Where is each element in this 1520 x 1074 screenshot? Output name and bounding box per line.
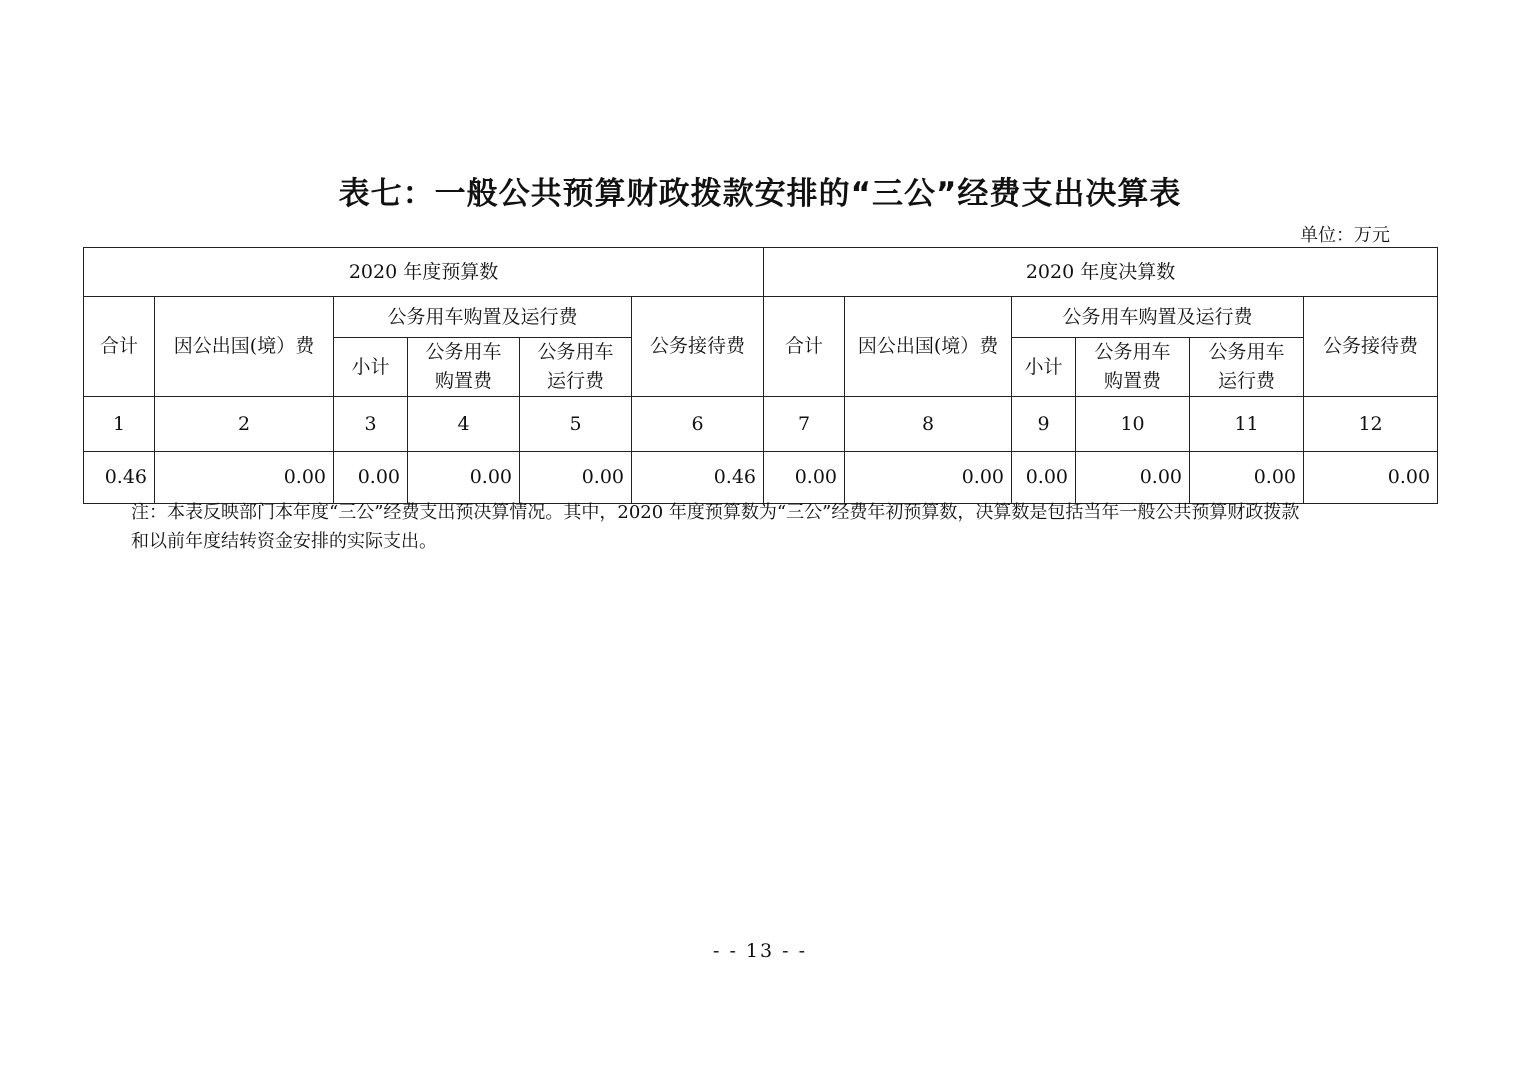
budget-subtotal-header: 小计 [334, 338, 408, 397]
budget-vehicle-header: 公务用车购置及运行费 [334, 297, 632, 338]
value-cell: 0.00 [764, 452, 845, 504]
value-cell: 0.00 [520, 452, 632, 504]
index-cell: 1 [84, 397, 155, 452]
budget-reception-header: 公务接待费 [632, 297, 764, 397]
budget-vehicle-purchase-header: 公务用车 购置费 [408, 338, 520, 397]
index-cell: 8 [845, 397, 1012, 452]
budget-abroad-header: 因公出国(境）费 [155, 297, 334, 397]
index-cell: 7 [764, 397, 845, 452]
index-cell: 9 [1012, 397, 1076, 452]
final-abroad-header: 因公出国(境）费 [845, 297, 1012, 397]
value-cell: 0.00 [408, 452, 520, 504]
note-line-2: 和以前年度结转资金安排的实际支出。 [131, 531, 437, 552]
index-cell: 3 [334, 397, 408, 452]
value-cell: 0.00 [1076, 452, 1190, 504]
page-number: - - 13 - - [712, 940, 807, 962]
column-header-row [84, 297, 1438, 338]
index-cell: 6 [632, 397, 764, 452]
budget-vehicle-running-header: 公务用车 运行费 [520, 338, 632, 397]
value-cell: 0.00 [845, 452, 1012, 504]
value-cell: 0.00 [155, 452, 334, 504]
final-vehicle-purchase-header: 公务用车 购置费 [1076, 338, 1190, 397]
index-cell: 11 [1190, 397, 1304, 452]
value-cell: 0.00 [1190, 452, 1304, 504]
index-cell: 4 [408, 397, 520, 452]
final-reception-header: 公务接待费 [1304, 297, 1438, 397]
note-line-1: 注：本表反映部门本年度“三公”经费支出预决算情况。其中，2020 年度预算数为“三公”经费年初预算数，决算数是包括当年一般公共预算财政拨款 [131, 502, 1300, 523]
budget-group-header: 2020 年度预算数 [84, 248, 764, 297]
value-cell: 0.00 [1012, 452, 1076, 504]
index-cell: 10 [1076, 397, 1190, 452]
value-cell: 0.46 [84, 452, 155, 504]
group-header-row [84, 248, 1438, 297]
budget-total-header: 合计 [84, 297, 155, 397]
three-public-expenses-table [83, 247, 1438, 504]
value-cell: 0.00 [1304, 452, 1438, 504]
index-cell: 12 [1304, 397, 1438, 452]
final-vehicle-header: 公务用车购置及运行费 [1012, 297, 1304, 338]
index-cell: 5 [520, 397, 632, 452]
value-cell: 0.46 [632, 452, 764, 504]
final-total-header: 合计 [764, 297, 845, 397]
document-title: 表七：一般公共预算财政拨款安排的“三公”经费支出决算表 [338, 176, 1182, 212]
final-vehicle-running-header: 公务用车 运行费 [1190, 338, 1304, 397]
index-cell: 2 [155, 397, 334, 452]
final-subtotal-header: 小计 [1012, 338, 1076, 397]
index-row [84, 397, 1438, 452]
value-row [84, 452, 1438, 504]
unit-label: 单位：万元 [1300, 225, 1390, 246]
value-cell: 0.00 [334, 452, 408, 504]
final-group-header: 2020 年度决算数 [764, 248, 1438, 297]
table-note [131, 498, 1401, 556]
